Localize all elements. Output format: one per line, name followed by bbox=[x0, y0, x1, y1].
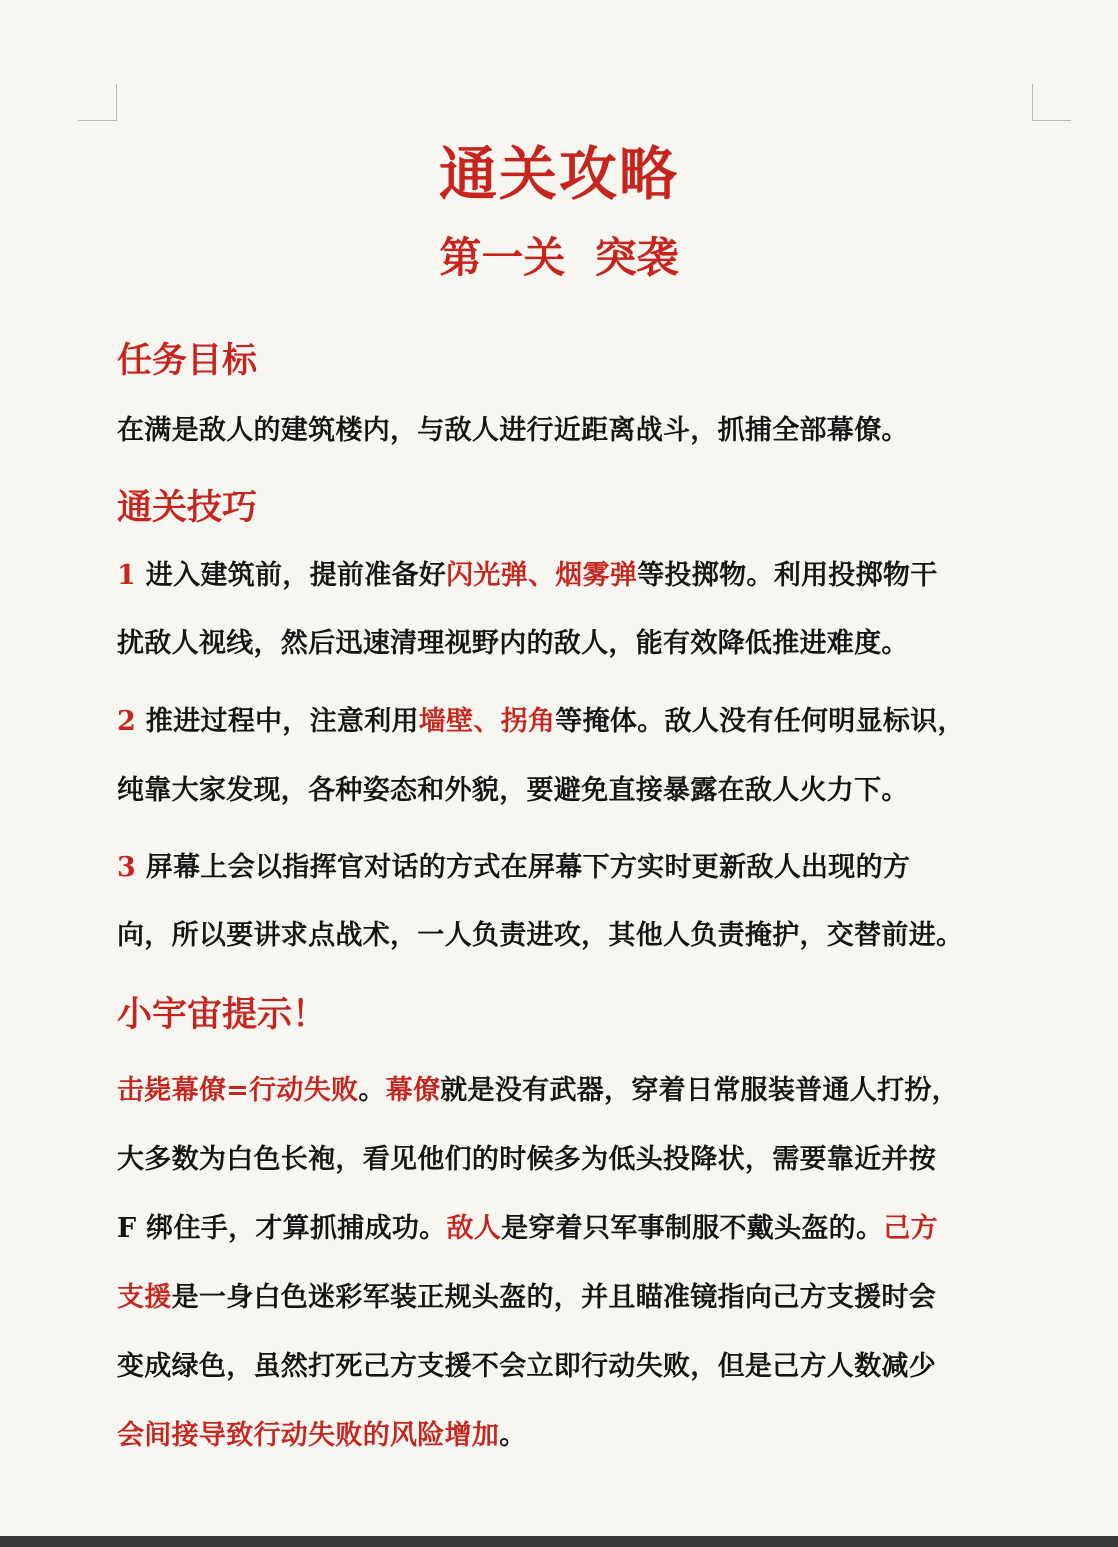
hint-text-enemy: 是穿着只军事制服不戴头盔的。 bbox=[501, 1213, 884, 1244]
mission-text: 在满是敌人的建筑楼内，与敌人进行近距离战斗，抓捕全部幕僚。 bbox=[117, 415, 909, 446]
tip-1-text-a: 进入建筑前，提前准备好 bbox=[136, 560, 447, 591]
tip-3-line-2: 向，所以要讲求点战术，一人负责进攻，其他人负责掩护，交替前进。 bbox=[117, 920, 964, 951]
hint-highlight-enemy: 敌人 bbox=[446, 1213, 502, 1244]
hint-highlight-aide: 幕僚 bbox=[385, 1075, 441, 1106]
tip-1-line-2: 扰敌人视线，然后迅速清理视野内的敌人，能有效降低推进难度。 bbox=[117, 628, 909, 659]
tip-2-line-1 bbox=[117, 702, 1037, 742]
crop-mark-top-right bbox=[1032, 84, 1071, 121]
tip-3-line-1 bbox=[117, 848, 1037, 888]
tip-1-line-1 bbox=[117, 556, 1037, 596]
hint-line-5: 变成绿色，虽然打死己方支援不会立即行动失败，但是己方人数减少 bbox=[117, 1351, 936, 1382]
hint-punct: 。 bbox=[358, 1075, 386, 1106]
hint-text-ally: 是一身白色迷彩军装正规头盔的，并且瞄准镜指向己方支援时会 bbox=[171, 1282, 937, 1313]
tip-2-number: 2 bbox=[117, 706, 137, 737]
tip-1-number: 1 bbox=[117, 560, 137, 591]
crop-mark-top-left bbox=[78, 84, 117, 121]
hint-line-6 bbox=[117, 1416, 1037, 1456]
page-title: 通关攻略 bbox=[438, 140, 679, 208]
tip-2-highlight: 墙壁、拐角 bbox=[418, 706, 556, 737]
tip-2-line-2: 纯靠大家发现，各种姿态和外貌，要避免直接暴露在敌人火力下。 bbox=[117, 775, 909, 806]
tip-1-text-b: 等投掷物。利用投掷物干 bbox=[637, 560, 938, 591]
hint-line-4 bbox=[117, 1278, 1037, 1318]
tip-3-number: 3 bbox=[117, 852, 137, 883]
section-heading-mission: 任务目标 bbox=[117, 340, 258, 381]
tip-3-text-a: 屏幕上会以指挥官对话的方式在屏幕下方实时更新敌人出现的方 bbox=[136, 852, 911, 883]
tip-2-text-a: 推进过程中，注意利用 bbox=[136, 706, 419, 737]
page-subtitle: 第一关 突袭 bbox=[439, 233, 679, 282]
hint-text-bind: F 绑住手，才算抓捕成功。 bbox=[117, 1213, 447, 1244]
section-heading-hint: 小宇宙提示！ bbox=[117, 994, 328, 1035]
tip-2-text-b: 等掩体。敌人没有任何明显标识， bbox=[555, 706, 965, 737]
hint-highlight-fail: 击毙幕僚=行动失败 bbox=[117, 1075, 359, 1106]
hint-highlight-risk: 会间接导致行动失败的风险增加 bbox=[117, 1420, 500, 1451]
hint-text-aide: 就是没有武器，穿着日常服装普通人打扮， bbox=[440, 1075, 959, 1106]
section-heading-tips: 通关技巧 bbox=[117, 487, 258, 528]
hint-line-2: 大多数为白色长袍，看见他们的时候多为低头投降状，需要靠近并按 bbox=[117, 1144, 936, 1175]
bottom-edge-bar bbox=[0, 1536, 1118, 1547]
tip-1-highlight: 闪光弹、烟雾弹 bbox=[446, 560, 638, 591]
hint-line-1 bbox=[117, 1071, 1037, 1111]
hint-end: 。 bbox=[499, 1420, 527, 1451]
hint-line-3 bbox=[117, 1209, 1037, 1249]
hint-highlight-ally-a: 己方 bbox=[883, 1213, 938, 1244]
hint-highlight-ally-b: 支援 bbox=[117, 1282, 172, 1313]
